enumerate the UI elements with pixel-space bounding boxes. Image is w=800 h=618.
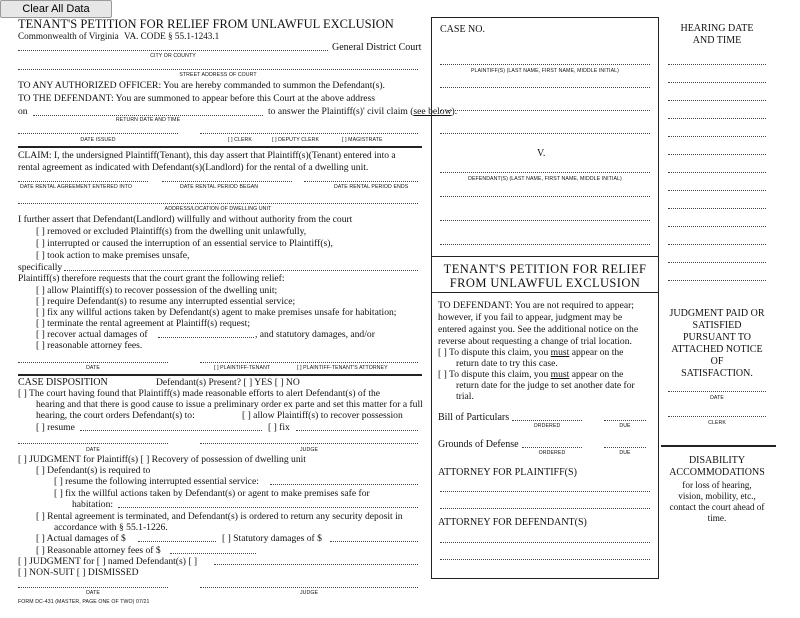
hearing-field-3[interactable] bbox=[668, 100, 766, 101]
statutory-damages-amount-field[interactable] bbox=[330, 541, 418, 542]
title-box-bottom bbox=[431, 292, 659, 293]
title-box-top bbox=[431, 256, 659, 257]
hearing-date-title-1: HEARING DATE bbox=[680, 23, 754, 34]
form-id-label: FORM DC-431 (MASTER, PAGE ONE OF TWO) 07/21 bbox=[18, 599, 150, 605]
attorney-plaintiff-label: ATTORNEY FOR PLAINTIFF(S) bbox=[438, 467, 577, 478]
assert-item-unsafe[interactable]: [ ] took action to make premises unsafe, bbox=[36, 250, 190, 261]
fix-willful-option[interactable]: [ ] fix the willful actions taken by Defendant(s) or agent to make premises safe for bbox=[54, 488, 370, 499]
notice-line-1: TO DEFENDANT: You are not required to appear; bbox=[438, 300, 634, 311]
commonwealth-label: Commonwealth of Virginia bbox=[18, 31, 119, 41]
judgment-paid-1: JUDGMENT PAID OR bbox=[669, 308, 765, 319]
versus-label: V. bbox=[537, 148, 546, 159]
date-issued-field[interactable] bbox=[18, 133, 178, 134]
disability-text-4: time. bbox=[707, 513, 727, 523]
issuer-signature-field[interactable] bbox=[200, 133, 418, 134]
final-judge-field[interactable] bbox=[200, 587, 418, 588]
dispute-option-2[interactable] bbox=[438, 369, 623, 380]
dispute-option-1[interactable] bbox=[438, 347, 623, 358]
agreement-date-label: DATE RENTAL AGREEMENT ENTERED INTO bbox=[20, 184, 133, 190]
hearing-field-11[interactable] bbox=[668, 244, 766, 245]
actual-damages-option[interactable]: [ ] Actual damages of $ bbox=[36, 533, 126, 544]
final-judge-label: JUDGE bbox=[299, 590, 319, 596]
statutory-damages-text: , and statutory damages, and/or bbox=[255, 329, 375, 340]
officer-command-text: TO ANY AUTHORIZED OFFICER: You are hereby commanded to summon the Defendant(s). bbox=[18, 80, 385, 91]
on-label: on bbox=[18, 106, 28, 117]
court-found-text-2: hearing and that there is good cause to issue a preliminary order ex parte and set this matter for a full bbox=[36, 399, 423, 410]
judgment-defendant-field[interactable] bbox=[214, 564, 418, 565]
period-began-field[interactable] bbox=[162, 181, 292, 182]
dispute1-must: must bbox=[550, 347, 570, 358]
street-address-label: STREET ADDRESS OF COURT bbox=[179, 72, 257, 78]
order-fix-field[interactable] bbox=[296, 430, 418, 431]
attorney-plaintiff-field-1[interactable] bbox=[440, 491, 650, 492]
judgment-paid-4: ATTACHED NOTICE bbox=[671, 344, 763, 355]
middle-title-2: FROM UNLAWFUL EXCLUSION bbox=[449, 276, 641, 290]
period-ends-label: DATE RENTAL PERIOD ENDS bbox=[334, 184, 409, 190]
attorney-defendant-field-2[interactable] bbox=[440, 559, 650, 560]
return-date-label: RETURN DATE AND TIME bbox=[115, 117, 181, 123]
magistrate-checkbox[interactable]: [ ] MAGISTRATE bbox=[342, 137, 383, 143]
defense-due-label: DUE bbox=[619, 450, 631, 456]
hearing-field-4[interactable] bbox=[668, 118, 766, 119]
defendant-name-field-3[interactable] bbox=[440, 220, 650, 221]
deputy-clerk-checkbox[interactable]: [ ] DEPUTY CLERK bbox=[272, 137, 320, 143]
relief-item-resume-service[interactable]: [ ] require Defendant(s) to resume any interrupted essential service; bbox=[36, 296, 296, 307]
defendant-name-field-1[interactable] bbox=[440, 172, 650, 173]
court-type-label: General District Court bbox=[332, 42, 422, 53]
notice-line-2: however, if you fail to appear, judgment may be bbox=[438, 312, 623, 323]
actual-damages-amount-field[interactable] bbox=[138, 541, 216, 542]
plaintiff-attorney-checkbox[interactable]: [ ] PLAINTIFF-TENANT'S ATTORNEY bbox=[297, 365, 388, 371]
clear-all-data-button[interactable]: Clear All Data bbox=[0, 0, 112, 18]
order-allow-possession[interactable]: [ ] allow Plaintiff(s) to recover possession bbox=[242, 410, 403, 421]
petition-date-label: DATE bbox=[86, 365, 100, 371]
return-date-field[interactable] bbox=[33, 115, 263, 116]
period-ends-field[interactable] bbox=[304, 181, 418, 182]
hearing-field-2[interactable] bbox=[668, 82, 766, 83]
dispute2-must: must bbox=[550, 369, 570, 380]
date-issued-label: DATE ISSUED bbox=[80, 137, 116, 143]
dispute-option-2-line-3: trial. bbox=[456, 391, 474, 402]
order-resume-field[interactable] bbox=[80, 430, 262, 431]
plaintiff-tenant-checkbox[interactable]: [ ] PLAINTIFF-TENANT bbox=[214, 365, 271, 371]
dispute1-pre: [ ] To dispute this claim, you bbox=[438, 347, 551, 358]
requests-text: Plaintiff(s) therefore requests that the court grant the following relief: bbox=[18, 273, 285, 284]
dispute1-post: appear on the bbox=[569, 347, 624, 358]
particulars-due-field[interactable] bbox=[604, 420, 646, 421]
order-judge-label: JUDGE bbox=[299, 447, 319, 453]
hearing-field-13[interactable] bbox=[668, 280, 766, 281]
actual-damages-request-field[interactable] bbox=[158, 337, 254, 338]
answer-pre: to answer the Plaintiff(s)' civil claim ( bbox=[268, 106, 414, 117]
disability-text-2: vision, mobility, etc., bbox=[678, 491, 756, 501]
order-fix-label[interactable]: [ ] fix bbox=[268, 422, 290, 433]
attorney-plaintiff-field-2[interactable] bbox=[440, 508, 650, 509]
particulars-ordered-label: ORDERED bbox=[533, 423, 561, 429]
va-code-label: VA. CODE § 55.1-1243.1 bbox=[124, 31, 220, 41]
answer-claim-text bbox=[268, 106, 457, 117]
relief-item-terminate[interactable]: [ ] terminate the rental agreement at Plaintiff(s) request; bbox=[36, 318, 250, 329]
habitation-field[interactable] bbox=[118, 507, 418, 508]
petition-date-field[interactable] bbox=[18, 362, 168, 363]
defendant-name-label: DEFENDANT(S) (LAST NAME, FIRST NAME, MIDDLE INITIAL) bbox=[468, 176, 622, 182]
judgment-paid-2: SATISFIED bbox=[692, 320, 742, 331]
period-began-label: DATE RENTAL PERIOD BEGAN bbox=[180, 184, 259, 190]
defendant-name-field-4[interactable] bbox=[440, 244, 650, 245]
attorney-fees-option[interactable]: [ ] Reasonable attorney fees of $ bbox=[36, 545, 161, 556]
final-date-field[interactable] bbox=[18, 587, 168, 588]
street-address-field[interactable] bbox=[18, 69, 418, 70]
defense-ordered-field[interactable] bbox=[522, 447, 582, 448]
claim-text-1: CLAIM: I, the undersigned Plaintiff(Tenant), this day assert that Plaintiff(s)(Tenant) entered into a bbox=[18, 150, 396, 161]
clerk-checkbox[interactable]: [ ] CLERK bbox=[228, 137, 252, 143]
case-number-label: CASE NO. bbox=[440, 24, 486, 35]
court-found-text-3: hearing, the court orders Defendant(s) to: bbox=[36, 410, 195, 421]
particulars-due-label: DUE bbox=[619, 423, 631, 429]
court-city-field[interactable] bbox=[18, 50, 328, 51]
hearing-date-title-2: AND TIME bbox=[692, 35, 742, 46]
disability-divider bbox=[661, 445, 776, 447]
disability-title-2: ACCOMMODATIONS bbox=[669, 467, 765, 478]
middle-title-1: TENANT'S PETITION FOR RELIEF bbox=[443, 262, 647, 276]
agreement-date-field[interactable] bbox=[18, 181, 148, 182]
hearing-field-9[interactable] bbox=[668, 208, 766, 209]
defendant-name-field-2[interactable] bbox=[440, 196, 650, 197]
relief-item-recover-damages[interactable]: [ ] recover actual damages of bbox=[36, 329, 148, 340]
notice-line-4: reverse about requesting a change of trial location. bbox=[438, 336, 632, 347]
satisfaction-clerk-field[interactable] bbox=[668, 416, 766, 417]
judgment-defendant-option[interactable]: [ ] JUDGMENT for [ ] named Defendant(s) [ ] bbox=[18, 556, 198, 567]
city-county-label: CITY OR COUNTY bbox=[150, 53, 196, 59]
rental-terminated-option[interactable]: [ ] Rental agreement is terminated, and Defendant(s) is ordered to return any security deposit in bbox=[36, 511, 403, 522]
dispute-option-1-line-2: return date to try this case. bbox=[456, 358, 558, 369]
hearing-field-5[interactable] bbox=[668, 136, 766, 137]
grounds-of-defense-label: Grounds of Defense bbox=[438, 439, 519, 450]
plaintiff-name-label: PLAINTIFF(S) (LAST NAME, FIRST NAME, MIDDLE INITIAL) bbox=[471, 68, 619, 74]
assert-item-interrupted[interactable]: [ ] interrupted or caused the interruption of an essential service to Plaintiff(s), bbox=[36, 238, 333, 249]
particulars-ordered-field[interactable] bbox=[512, 420, 582, 421]
order-date-label: DATE bbox=[86, 447, 100, 453]
satisfaction-date-field[interactable] bbox=[668, 391, 766, 392]
defense-due-field[interactable] bbox=[604, 447, 646, 448]
judgment-plaintiff-option[interactable]: [ ] JUDGMENT for Plaintiff(s) [ ] Recovery of possession of dwelling unit bbox=[18, 454, 306, 465]
hearing-field-8[interactable] bbox=[668, 190, 766, 191]
claim-text-2: rental agreement as indicated with Defendant(s)(Landlord) for the rental of a dwelling unit. bbox=[18, 162, 369, 173]
specifically-label: specifically bbox=[18, 262, 63, 273]
disposition-divider bbox=[18, 374, 422, 376]
plaintiff-name-field-1[interactable] bbox=[440, 64, 650, 65]
resume-service-field[interactable] bbox=[270, 484, 418, 485]
see-below-link: see below bbox=[413, 106, 452, 117]
case-disposition-heading: CASE DISPOSITION bbox=[18, 377, 108, 388]
order-date-field[interactable] bbox=[18, 443, 168, 444]
dwelling-address-field[interactable] bbox=[18, 203, 418, 204]
statutory-damages-option[interactable]: [ ] Statutory damages of $ bbox=[222, 533, 322, 544]
hearing-field-10[interactable] bbox=[668, 226, 766, 227]
judgment-paid-3: PURSUANT TO bbox=[682, 332, 752, 343]
defendant-summons-text: TO THE DEFENDANT: You are summoned to appear before this Court at the above address bbox=[18, 93, 375, 104]
rental-terminated-text-2: accordance with § 55.1-1226. bbox=[54, 522, 168, 533]
order-resume-label[interactable]: [ ] resume bbox=[36, 422, 75, 433]
court-found-text-1[interactable]: [ ] The court having found that Plaintiff(s) made reasonable efforts to alert Defendant(s) of the bbox=[18, 388, 381, 399]
disability-text-1: for loss of hearing, bbox=[682, 480, 752, 490]
final-date-label: DATE bbox=[86, 590, 100, 596]
answer-post: ). bbox=[451, 106, 458, 117]
disability-text-3: contact the court ahead of bbox=[669, 502, 765, 512]
satisfaction-date-label: DATE bbox=[710, 395, 724, 401]
form-title: TENANT'S PETITION FOR RELIEF FROM UNLAWFUL EXCLUSION bbox=[18, 17, 394, 31]
assert-item-removed[interactable]: [ ] removed or excluded Plaintiff(s) from the dwelling unit unlawfully, bbox=[36, 226, 307, 237]
attorney-defendant-label: ATTORNEY FOR DEFENDANT(S) bbox=[438, 517, 587, 528]
dwelling-address-label: ADDRESS/LOCATION OF DWELLING UNIT bbox=[164, 206, 272, 212]
petitioner-signature-field[interactable] bbox=[200, 362, 418, 363]
notice-line-3: entered against you. See the additional notice on the bbox=[438, 324, 639, 335]
satisfaction-clerk-label: CLERK bbox=[708, 420, 726, 426]
habitation-label: habitation: bbox=[72, 499, 114, 510]
bill-of-particulars-label: Bill of Particulars bbox=[438, 412, 510, 423]
dispute-option-2-line-2: return date for the judge to set another date for bbox=[456, 380, 635, 391]
specifically-field[interactable] bbox=[64, 270, 418, 271]
assert-text: I further assert that Defendant(Landlord) willfully and without authority from the court bbox=[18, 214, 353, 225]
case-panel bbox=[431, 17, 659, 579]
plaintiff-name-field-2[interactable] bbox=[440, 87, 650, 88]
judgment-paid-6: SATISFACTION. bbox=[681, 368, 753, 379]
hearing-field-1[interactable] bbox=[668, 64, 766, 65]
judgment-paid-5: OF bbox=[710, 356, 724, 367]
attorney-fees-amount-field[interactable] bbox=[170, 553, 256, 554]
defendant-required-option[interactable]: [ ] Defendant(s) is required to bbox=[36, 465, 151, 476]
plaintiff-name-field-3[interactable] bbox=[440, 110, 650, 111]
relief-item-fix-actions[interactable]: [ ] fix any willful actions taken by Defendant(s) agent to make premises unsafe for habitation; bbox=[36, 307, 397, 318]
plaintiff-name-field-4[interactable] bbox=[440, 133, 650, 134]
resume-service-option[interactable]: [ ] resume the following interrupted essential service: bbox=[54, 476, 259, 487]
nonsuit-dismissed-option[interactable]: [ ] NON-SUIT [ ] DISMISSED bbox=[18, 567, 139, 578]
hearing-field-6[interactable] bbox=[668, 154, 766, 155]
defense-ordered-label: ORDERED bbox=[538, 450, 566, 456]
hearing-field-12[interactable] bbox=[668, 262, 766, 263]
attorney-defendant-field-1[interactable] bbox=[440, 542, 650, 543]
disability-title-1: DISABILITY bbox=[688, 455, 746, 466]
hearing-field-7[interactable] bbox=[668, 172, 766, 173]
defendant-present-options[interactable]: Defendant(s) Present? [ ] YES [ ] NO bbox=[156, 377, 300, 388]
relief-item-attorney-fees[interactable]: [ ] reasonable attorney fees. bbox=[36, 340, 143, 351]
dispute2-post: appear on the bbox=[569, 369, 624, 380]
claim-divider bbox=[18, 146, 422, 148]
order-judge-field[interactable] bbox=[200, 443, 418, 444]
relief-item-possession[interactable]: [ ] allow Plaintiff(s) to recover possession of the dwelling unit; bbox=[36, 285, 278, 296]
dispute2-pre: [ ] To dispute this claim, you bbox=[438, 369, 551, 380]
